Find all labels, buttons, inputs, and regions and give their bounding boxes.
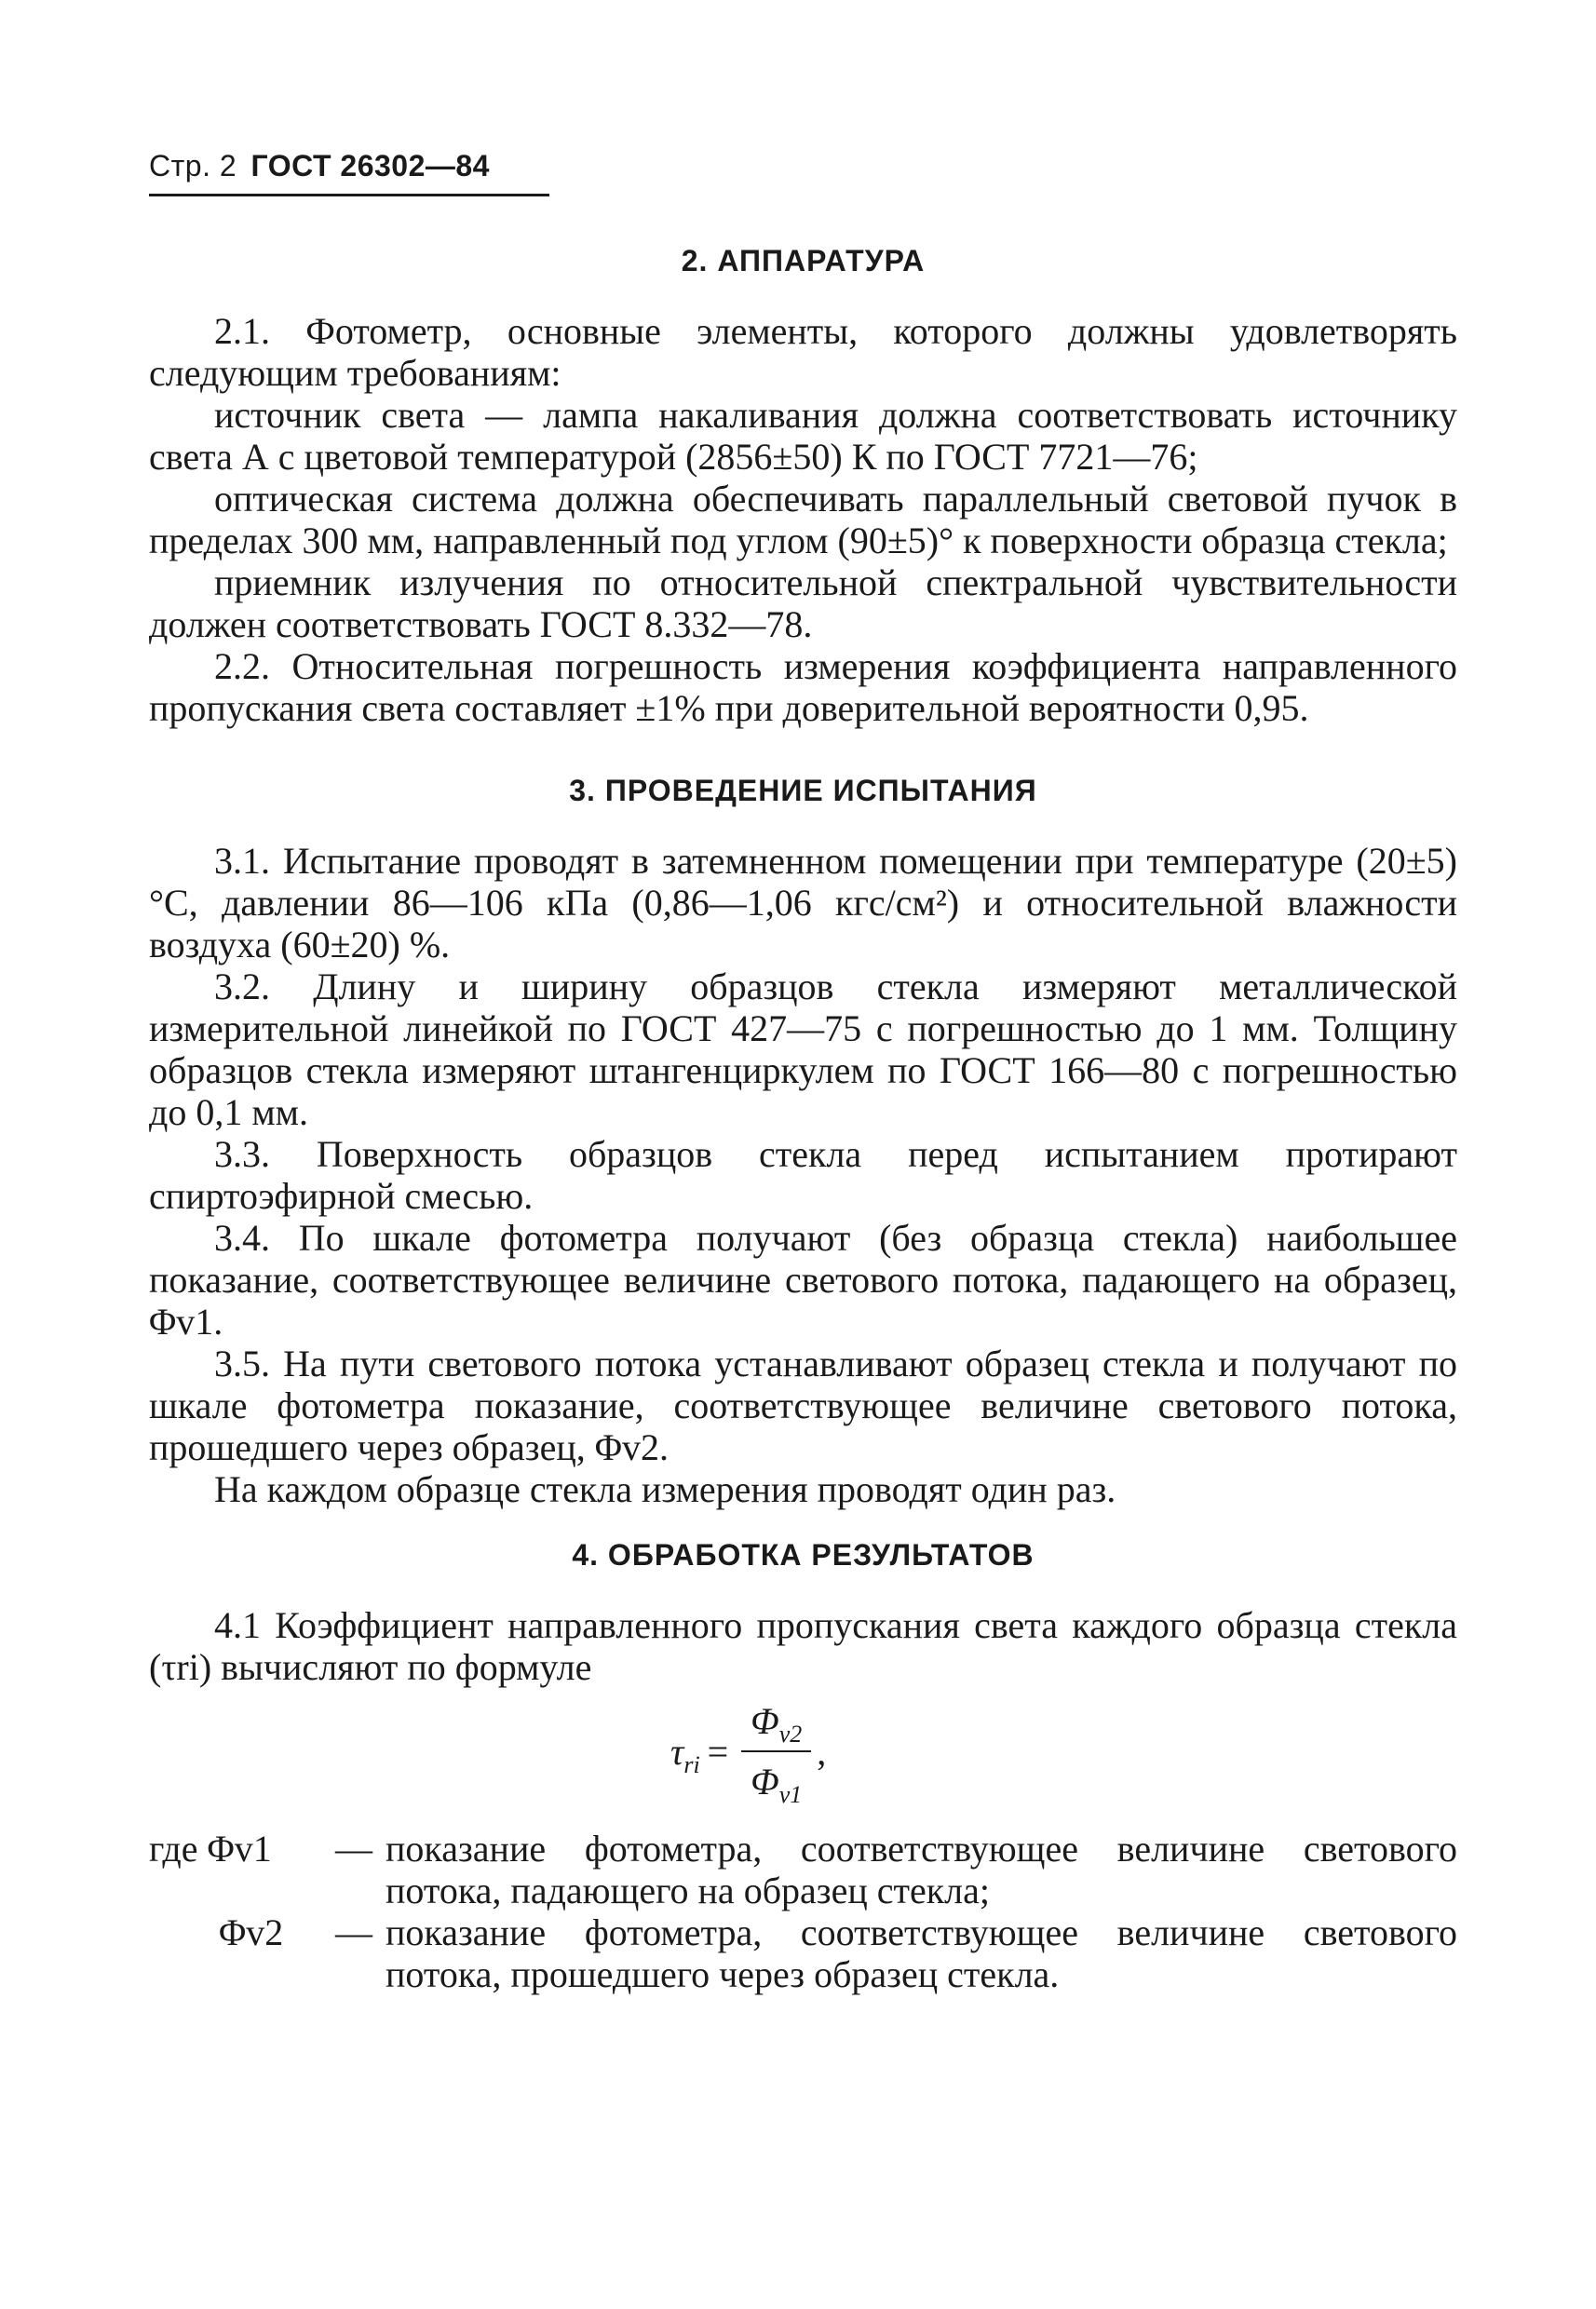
paragraph: оптическая система должна обеспечивать параллельный световой пучок в пределах 300 мм, направленный под углом (90±5)° к поверхности образца стекла; xyxy=(149,478,1457,561)
where-label xyxy=(149,1911,335,1995)
where-label xyxy=(149,1828,335,1911)
formula-fraction xyxy=(741,1699,811,1808)
paragraph: 3.2. Длину и ширину образцов стекла измеряют металлической измерительной линейкой по ГОСТ 427—75 с погрешностью до 1 мм. Толщину образцов стекла измеряют штангенциркулем по ГОСТ 166—80 с погрешностью до 0,1 мм. xyxy=(149,965,1457,1133)
where-symbol: Φv2 xyxy=(219,1911,284,1953)
where-definition: показание фотометра, соответствующее величине светового потока, прошедшего через образец стекла. xyxy=(385,1911,1457,1995)
formula-equals: = xyxy=(707,1730,729,1773)
paragraph: 2.2. Относительная погрешность измерения коэффициента направленного пропускания света составляет ±1% при доверительной вероятности 0,95. xyxy=(149,645,1457,729)
formula-trailing: , xyxy=(817,1730,827,1773)
formula-lhs: $\tau_{ri}$ xyxy=(670,1730,700,1778)
section-title: 2. АППАРАТУРА xyxy=(681,244,926,277)
where-dash: — xyxy=(335,1828,372,1870)
page-content xyxy=(149,244,1457,1995)
paragraph: источник света — лампа накаливания должна соответствовать источнику света А с цветовой температурой (2856±50) К по ГОСТ 7721—76; xyxy=(149,394,1457,478)
where-dash: — xyxy=(335,1911,372,1953)
paragraph: 3.5. На пути светового потока устанавливают образец стекла и получают по шкале фотометра показание, соответствующее величине светового потока, прошедшего через образец, Φv2. xyxy=(149,1343,1457,1468)
where-item xyxy=(149,1828,1457,1911)
section-title: 4. ОБРАБОТКА РЕЗУЛЬТАТОВ xyxy=(572,1538,1035,1572)
page-header xyxy=(149,149,490,183)
transmittance-formula xyxy=(670,1699,827,1808)
formula-denominator: $\Phi_{v1}$ xyxy=(751,1761,803,1808)
formula-numerator: $\Phi_{v2}$ xyxy=(741,1699,811,1752)
paragraph: 3.4. По шкале фотометра получают (без образца стекла) наибольшее показание, соответствующее величине светового потока, падающего на образец, Φv1. xyxy=(149,1217,1457,1343)
where-symbol: Φv1 xyxy=(207,1828,272,1870)
paragraph: На каждом образце стекла измерения проводят один раз. xyxy=(214,1468,1116,1510)
standard-code: ГОСТ 26302—84 xyxy=(250,149,490,182)
formula-block xyxy=(149,1688,1457,1828)
page-number: Стр. 2 xyxy=(149,149,237,182)
paragraph: 4.1 Коэффициент направленного пропускания света каждого образца стекла (τri) вычисляют по формуле xyxy=(149,1604,1457,1688)
paragraph: приемник излучения по относительной спектральной чувствительности должен соответствовать ГОСТ 8.332—78. xyxy=(149,561,1457,645)
where-item xyxy=(149,1911,1457,1995)
where-intro: где xyxy=(149,1828,198,1870)
paragraph: 3.1. Испытание проводят в затемненном помещении при температуре (20±5)°С, давлении 86—106 кПа (0,86—1,06 кгс/см²) и относительной влажности воздуха (60±20) %. xyxy=(149,840,1457,965)
paragraph: 3.3. Поверхность образцов стекла перед испытанием протирают спиртоэфирной смесью. xyxy=(149,1133,1457,1217)
section-title: 3. ПРОВЕДЕНИЕ ИСПЫТАНИЯ xyxy=(569,774,1037,807)
paragraph: 2.1. Фотометр, основные элементы, которого должны удовлетворять следующим требованиям: xyxy=(149,310,1457,394)
where-definition: показание фотометра, соответствующее величине светового потока, падающего на образец стекла; xyxy=(385,1828,1457,1911)
where-list xyxy=(149,1828,1457,1995)
header-rule xyxy=(149,194,549,196)
